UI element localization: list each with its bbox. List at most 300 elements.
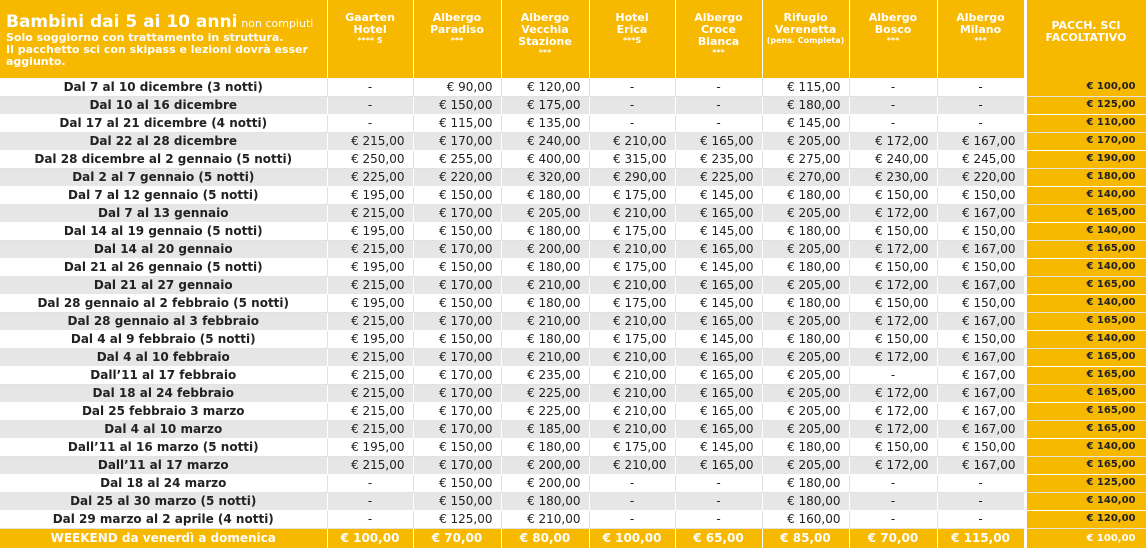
hotel-name-line: Vecchia (521, 23, 569, 36)
table-row (0, 438, 1146, 456)
price-cell: € 170,00 (413, 276, 501, 294)
price-cell: € 150,00 (849, 258, 937, 276)
table-row (0, 204, 1146, 222)
price-cell: € 145,00 (762, 114, 849, 132)
package-cell: € 170,00 (1025, 132, 1146, 150)
price-cell: € 180,00 (762, 474, 849, 492)
price-cell: € 205,00 (762, 312, 849, 330)
price-cell: € 150,00 (413, 438, 501, 456)
hotel-name-line: Albergo (956, 11, 1005, 24)
price-cell: € 145,00 (675, 438, 762, 456)
price-cell: € 220,00 (413, 168, 501, 186)
price-cell: € 165,00 (675, 348, 762, 366)
price-cell: € 150,00 (413, 258, 501, 276)
price-cell: € 175,00 (589, 222, 675, 240)
hotel-stars: *** (974, 36, 987, 45)
package-cell: € 190,00 (1025, 150, 1146, 168)
price-cell: € 205,00 (762, 456, 849, 474)
price-cell: € 167,00 (937, 384, 1025, 402)
hotel-name-line: Albergo (432, 11, 482, 24)
package-cell: € 125,00 (1025, 96, 1146, 114)
price-cell: € 170,00 (413, 204, 501, 222)
price-cell: € 215,00 (327, 366, 413, 384)
price-cell: € 240,00 (501, 132, 589, 150)
hotel-name-line: Albergo (520, 11, 570, 24)
package-cell: € 120,00 (1025, 510, 1146, 528)
price-cell: € 185,00 (501, 420, 589, 438)
price-cell: € 150,00 (849, 294, 937, 312)
price-cell: € 150,00 (849, 438, 937, 456)
package-cell: € 140,00 (1025, 186, 1146, 204)
price-cell: € 150,00 (937, 330, 1025, 348)
price-cell: € 255,00 (413, 150, 501, 168)
price-cell: € 195,00 (327, 438, 413, 456)
period-cell: Dal 7 al 12 gennaio (5 notti) (0, 186, 327, 204)
price-cell: € 245,00 (937, 150, 1025, 168)
title-main: Bambini dai 5 ai 10 anni (6, 12, 238, 32)
hotel-name-line: Verenetta (774, 23, 837, 36)
price-cell: € 150,00 (849, 330, 937, 348)
package-cell: € 140,00 (1025, 438, 1146, 456)
period-cell: Dal 7 al 13 gennaio (0, 204, 327, 222)
price-cell: € 200,00 (501, 474, 589, 492)
price-cell: € 240,00 (849, 150, 937, 168)
price-cell: € 150,00 (413, 294, 501, 312)
price-cell: € 320,00 (501, 168, 589, 186)
price-cell: € 180,00 (762, 96, 849, 114)
hotel-name-line: Erica (616, 23, 648, 36)
period-cell: Dal 17 al 21 dicembre (4 notti) (0, 114, 327, 132)
hotel-name-line: Stazione (518, 35, 572, 48)
price-cell: € 200,00 (501, 456, 589, 474)
price-cell: € 172,00 (849, 312, 937, 330)
price-cell: € 210,00 (589, 348, 675, 366)
hotel-name-line: Albergo (868, 11, 918, 24)
price-cell: € 215,00 (327, 312, 413, 330)
hotel-name-line: Paradiso (430, 23, 484, 36)
price-cell: - (589, 78, 675, 96)
price-cell: € 167,00 (937, 276, 1025, 294)
price-cell: € 210,00 (501, 510, 589, 528)
package-cell: € 165,00 (1025, 366, 1146, 384)
table-row (0, 402, 1146, 420)
hotel-stars: *** (886, 36, 900, 45)
table-row (0, 132, 1146, 150)
weekend-price-cell: € 100,00 (589, 528, 675, 548)
package-cell: € 180,00 (1025, 168, 1146, 186)
package-cell: € 165,00 (1025, 402, 1146, 420)
price-cell: € 165,00 (675, 276, 762, 294)
price-cell: € 225,00 (501, 402, 589, 420)
price-cell: - (675, 114, 762, 132)
price-cell: - (327, 510, 413, 528)
price-cell: € 167,00 (937, 312, 1025, 330)
package-cell: € 110,00 (1025, 114, 1146, 132)
price-cell: € 205,00 (762, 402, 849, 420)
table-row (0, 330, 1146, 348)
table-row (0, 240, 1146, 258)
price-cell: € 170,00 (413, 420, 501, 438)
price-cell: - (849, 78, 937, 96)
period-cell: Dal 29 marzo al 2 aprile (4 notti) (0, 510, 327, 528)
price-cell: € 180,00 (762, 294, 849, 312)
period-cell: Dal 4 al 10 febbraio (0, 348, 327, 366)
price-cell: € 135,00 (501, 114, 589, 132)
price-cell: € 170,00 (413, 402, 501, 420)
hotel-name-line: Gaarten (345, 11, 395, 24)
period-cell: Dal 4 al 10 marzo (0, 420, 327, 438)
hotel-name-line: Croce (700, 23, 737, 36)
period-cell: Dal 14 al 19 gennaio (5 notti) (0, 222, 327, 240)
price-cell: € 167,00 (937, 366, 1025, 384)
table-title (0, 0, 327, 78)
price-cell: € 180,00 (762, 258, 849, 276)
price-cell: € 150,00 (413, 96, 501, 114)
price-cell: - (589, 96, 675, 114)
hotel-stars: ***S (622, 36, 642, 45)
weekend-label: WEEKEND da venerdì a domenica (0, 528, 327, 548)
hotel-name-line: Hotel (615, 11, 649, 24)
package-header-line: PACCH. SCI (1051, 19, 1121, 32)
hotel-stars: **** S (357, 36, 383, 45)
hotel-name-line: Milano (959, 23, 1002, 36)
hotel-stars: *** (450, 36, 464, 45)
price-cell: € 145,00 (675, 294, 762, 312)
weekend-package-cell: € 100,00 (1025, 528, 1146, 548)
price-cell: - (849, 96, 937, 114)
price-cell: - (849, 474, 937, 492)
package-cell: € 165,00 (1025, 204, 1146, 222)
price-cell: - (849, 492, 937, 510)
price-cell: € 167,00 (937, 402, 1025, 420)
package-cell: € 100,00 (1025, 78, 1146, 96)
price-cell: € 235,00 (501, 366, 589, 384)
price-cell: € 225,00 (675, 168, 762, 186)
price-cell: € 150,00 (937, 186, 1025, 204)
price-cell: € 230,00 (849, 168, 937, 186)
period-cell: Dal 18 al 24 febbraio (0, 384, 327, 402)
price-cell: - (675, 492, 762, 510)
price-cell: € 120,00 (501, 78, 589, 96)
package-cell: € 140,00 (1025, 258, 1146, 276)
price-cell: € 210,00 (589, 312, 675, 330)
price-cell: € 180,00 (762, 222, 849, 240)
price-cell: - (937, 510, 1025, 528)
price-cell: € 170,00 (413, 348, 501, 366)
period-cell: Dal 21 al 26 gennaio (5 notti) (0, 258, 327, 276)
price-cell: € 175,00 (589, 330, 675, 348)
price-cell: - (937, 96, 1025, 114)
price-cell: - (589, 474, 675, 492)
price-cell: € 205,00 (762, 204, 849, 222)
price-cell: € 175,00 (589, 438, 675, 456)
table-row (0, 150, 1146, 168)
hotel-name-line: Albergo (694, 11, 743, 24)
price-cell: € 205,00 (762, 366, 849, 384)
price-cell: € 170,00 (413, 384, 501, 402)
price-cell: € 170,00 (413, 132, 501, 150)
price-cell: € 215,00 (327, 132, 413, 150)
package-cell: € 165,00 (1025, 312, 1146, 330)
price-cell: - (675, 96, 762, 114)
weekend-price-cell: € 100,00 (327, 528, 413, 548)
price-cell: € 165,00 (675, 240, 762, 258)
table-row (0, 222, 1146, 240)
price-cell: € 180,00 (501, 294, 589, 312)
price-cell: € 180,00 (501, 222, 589, 240)
price-cell: € 170,00 (413, 312, 501, 330)
price-cell: € 150,00 (413, 222, 501, 240)
price-cell: € 215,00 (327, 402, 413, 420)
price-cell: - (937, 78, 1025, 96)
price-cell: € 200,00 (501, 240, 589, 258)
hotel-header (762, 0, 849, 78)
period-cell: Dall’11 al 16 marzo (5 notti) (0, 438, 327, 456)
table-row (0, 420, 1146, 438)
price-cell: € 165,00 (675, 420, 762, 438)
price-cell: € 400,00 (501, 150, 589, 168)
hotel-name-line: Hotel (353, 23, 387, 36)
weekend-price-cell: € 70,00 (849, 528, 937, 548)
price-cell: € 210,00 (589, 384, 675, 402)
hotel-header (937, 0, 1025, 78)
price-cell: - (327, 492, 413, 510)
price-cell: € 210,00 (589, 204, 675, 222)
weekend-price-cell: € 65,00 (675, 528, 762, 548)
table-row (0, 384, 1146, 402)
table-row (0, 186, 1146, 204)
price-cell: € 150,00 (849, 222, 937, 240)
period-cell: Dal 28 dicembre al 2 gennaio (5 notti) (0, 150, 327, 168)
price-cell: € 215,00 (327, 456, 413, 474)
price-cell: € 165,00 (675, 384, 762, 402)
price-cell: € 180,00 (501, 258, 589, 276)
price-cell: € 180,00 (762, 186, 849, 204)
header-row (0, 0, 1146, 78)
table-row (0, 96, 1146, 114)
price-cell: € 215,00 (327, 204, 413, 222)
price-cell: € 180,00 (762, 438, 849, 456)
price-cell: € 170,00 (413, 456, 501, 474)
price-cell: € 150,00 (937, 438, 1025, 456)
price-cell: € 205,00 (762, 132, 849, 150)
table-row (0, 114, 1146, 132)
table-row (0, 366, 1146, 384)
period-cell: Dall’11 al 17 marzo (0, 456, 327, 474)
price-cell: € 170,00 (413, 240, 501, 258)
period-cell: Dal 18 al 24 marzo (0, 474, 327, 492)
price-cell: - (327, 474, 413, 492)
table-row (0, 168, 1146, 186)
price-cell: € 150,00 (413, 186, 501, 204)
price-cell: € 172,00 (849, 420, 937, 438)
package-header (1025, 0, 1146, 78)
price-cell: € 175,00 (501, 96, 589, 114)
price-cell: € 167,00 (937, 420, 1025, 438)
table-row (0, 348, 1146, 366)
table-row (0, 510, 1146, 528)
price-cell: - (589, 114, 675, 132)
price-cell: € 180,00 (501, 330, 589, 348)
period-cell: Dal 25 febbraio 3 marzo (0, 402, 327, 420)
price-cell: € 315,00 (589, 150, 675, 168)
price-cell: € 210,00 (501, 348, 589, 366)
price-cell: - (937, 474, 1025, 492)
price-cell: € 125,00 (413, 510, 501, 528)
price-cell: € 195,00 (327, 330, 413, 348)
price-cell: € 165,00 (675, 366, 762, 384)
price-cell: € 205,00 (762, 348, 849, 366)
table-row (0, 258, 1146, 276)
period-cell: Dal 22 al 28 dicembre (0, 132, 327, 150)
table-row (0, 474, 1146, 492)
price-cell: € 165,00 (675, 402, 762, 420)
hotel-header (501, 0, 589, 78)
price-cell: € 250,00 (327, 150, 413, 168)
package-header-line: FACOLTATIVO (1045, 31, 1127, 44)
price-cell: € 210,00 (589, 276, 675, 294)
price-cell: € 290,00 (589, 168, 675, 186)
period-cell: Dal 28 gennaio al 2 febbraio (5 notti) (0, 294, 327, 312)
price-cell: € 175,00 (589, 186, 675, 204)
period-cell: Dall’11 al 17 febbraio (0, 366, 327, 384)
package-cell: € 165,00 (1025, 276, 1146, 294)
price-cell: € 210,00 (589, 420, 675, 438)
price-cell: € 235,00 (675, 150, 762, 168)
title-note: non compiuti (241, 17, 314, 30)
price-cell: - (675, 78, 762, 96)
hotel-header (589, 0, 675, 78)
price-cell: € 225,00 (501, 384, 589, 402)
price-cell: € 215,00 (327, 348, 413, 366)
price-cell: € 180,00 (762, 492, 849, 510)
price-cell: € 195,00 (327, 258, 413, 276)
price-cell: € 210,00 (589, 240, 675, 258)
price-cell: € 180,00 (762, 330, 849, 348)
price-cell: € 210,00 (589, 366, 675, 384)
hotel-header (327, 0, 413, 78)
price-cell: € 195,00 (327, 294, 413, 312)
price-cell: € 160,00 (762, 510, 849, 528)
period-cell: Dal 7 al 10 dicembre (3 notti) (0, 78, 327, 96)
price-cell: € 225,00 (327, 168, 413, 186)
table-row (0, 294, 1146, 312)
price-cell: € 145,00 (675, 258, 762, 276)
package-cell: € 165,00 (1025, 384, 1146, 402)
package-cell: € 140,00 (1025, 330, 1146, 348)
period-cell: Dal 14 al 20 gennaio (0, 240, 327, 258)
table-row (0, 78, 1146, 96)
hotel-name-line: Bosco (874, 23, 912, 36)
title-line-2: Il pacchetto sci con skipass e lezioni dovrà esser aggiunto. (6, 43, 308, 68)
price-cell: - (849, 366, 937, 384)
price-cell: - (937, 492, 1025, 510)
package-cell: € 140,00 (1025, 222, 1146, 240)
price-cell: € 165,00 (675, 204, 762, 222)
hotel-header (849, 0, 937, 78)
price-cell: - (327, 114, 413, 132)
price-cell: € 205,00 (762, 240, 849, 258)
price-cell: € 167,00 (937, 348, 1025, 366)
price-cell: € 167,00 (937, 456, 1025, 474)
price-cell: € 210,00 (501, 312, 589, 330)
hotel-stars: *** (712, 48, 725, 57)
price-cell: € 150,00 (937, 222, 1025, 240)
price-cell: € 210,00 (589, 456, 675, 474)
weekend-price-cell: € 85,00 (762, 528, 849, 548)
price-cell: € 220,00 (937, 168, 1025, 186)
hotel-stars: *** (538, 48, 552, 57)
table-row (0, 276, 1146, 294)
price-cell: € 150,00 (937, 258, 1025, 276)
price-cell: - (849, 510, 937, 528)
price-cell: € 165,00 (675, 312, 762, 330)
price-cell: € 172,00 (849, 348, 937, 366)
price-cell: € 175,00 (589, 294, 675, 312)
price-cell: - (675, 510, 762, 528)
price-cell: € 115,00 (762, 78, 849, 96)
price-cell: € 165,00 (675, 132, 762, 150)
price-cell: - (327, 96, 413, 114)
weekend-row (0, 528, 1146, 548)
price-cell: - (937, 114, 1025, 132)
price-cell: € 145,00 (675, 222, 762, 240)
price-cell: € 172,00 (849, 384, 937, 402)
price-cell: - (589, 510, 675, 528)
price-cell: € 150,00 (413, 492, 501, 510)
package-cell: € 125,00 (1025, 474, 1146, 492)
price-cell: € 172,00 (849, 276, 937, 294)
price-cell: € 165,00 (675, 456, 762, 474)
price-cell: € 167,00 (937, 240, 1025, 258)
price-cell: € 90,00 (413, 78, 501, 96)
price-cell: € 172,00 (849, 456, 937, 474)
price-cell: € 180,00 (501, 492, 589, 510)
period-cell: Dal 21 al 27 gennaio (0, 276, 327, 294)
hotel-header (675, 0, 762, 78)
price-cell: € 215,00 (327, 420, 413, 438)
price-cell: € 167,00 (937, 132, 1025, 150)
table-body (0, 78, 1146, 528)
table-row (0, 492, 1146, 510)
price-cell: - (327, 78, 413, 96)
price-cell: € 145,00 (675, 186, 762, 204)
package-cell: € 140,00 (1025, 294, 1146, 312)
package-cell: € 140,00 (1025, 492, 1146, 510)
weekend-price-cell: € 70,00 (413, 528, 501, 548)
price-cell: € 210,00 (589, 132, 675, 150)
price-cell: € 205,00 (501, 204, 589, 222)
period-cell: Dal 4 al 9 febbraio (5 notti) (0, 330, 327, 348)
hotel-name-line: Rifugio (783, 11, 828, 24)
price-cell: € 180,00 (501, 186, 589, 204)
price-cell: € 205,00 (762, 276, 849, 294)
price-cell: € 170,00 (413, 366, 501, 384)
price-cell: € 205,00 (762, 420, 849, 438)
hotel-header (413, 0, 501, 78)
period-cell: Dal 10 al 16 dicembre (0, 96, 327, 114)
period-cell: Dal 28 gennaio al 3 febbraio (0, 312, 327, 330)
hotel-stars: (pens. Completa) (766, 36, 845, 45)
price-cell: € 275,00 (762, 150, 849, 168)
price-cell: - (849, 114, 937, 132)
price-cell: € 150,00 (413, 330, 501, 348)
price-cell: € 215,00 (327, 240, 413, 258)
price-cell: € 172,00 (849, 204, 937, 222)
price-cell: - (589, 492, 675, 510)
price-cell: € 172,00 (849, 402, 937, 420)
hotel-name-line: Bianca (697, 35, 740, 48)
